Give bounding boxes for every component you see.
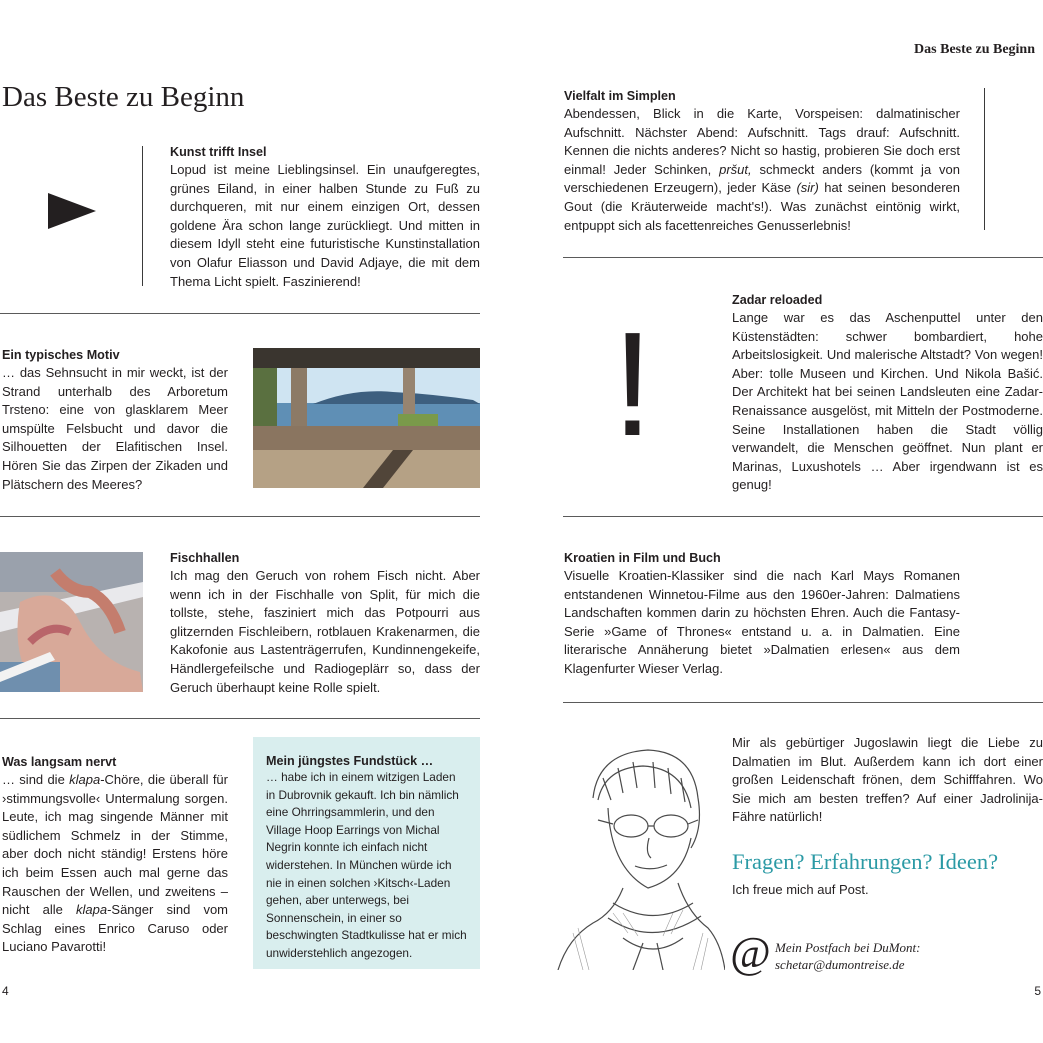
section-heading: Mein jüngstes Fundstück … xyxy=(266,754,434,768)
section-heading: Ein typisches Motiv xyxy=(2,348,120,362)
divider xyxy=(0,313,480,314)
section-kroatien xyxy=(564,549,960,679)
exclamation-mark: ! xyxy=(612,302,654,467)
divider xyxy=(563,257,1043,258)
divider xyxy=(563,702,1043,703)
divider xyxy=(563,516,1043,517)
section-nervt xyxy=(2,753,228,957)
fundstueck-box xyxy=(253,737,480,969)
section-heading: Zadar reloaded xyxy=(732,293,823,307)
divider xyxy=(0,718,480,719)
cta-subline: Ich freue mich auf Post. xyxy=(732,882,869,897)
mail-block xyxy=(775,939,921,973)
section-body: Visuelle Kroatien-Klassiker sind die nach Karl Mays Romanen entstandenen Winnetou-Filme aus den 1960er-Jahren: Dalmatiens Landschaften kommen darin zu höchsten Ehren. Auch die Fantasy-Serie »Game of Thrones« entstand u. a. in Dalmatien. Eine literarische Annäherung bietet »Dalmatien erlesen« aus dem Klagenfurter Wieser Verlag. xyxy=(564,568,960,676)
cta-heading: Fragen? Erfahrungen? Ideen? xyxy=(732,849,999,874)
section-vielfalt xyxy=(564,87,960,235)
section-body: … habe ich in einem witzigen Laden in Dubrovnik gekauft. Ich bin nämlich eine Ohrringsammlerin, und den Village Hoop Earrings von Michal Negrin konnte ich einfach nicht widerstehen. In München würde ich nie in einen solchen ›Kitsch‹-Laden gehen, aber unterwegs, bei Sonnenschein, in einer so beschwingten Stadtkulisse hat er mich unwiderstehlich angezogen. xyxy=(266,770,467,960)
section-zadar xyxy=(732,291,1043,495)
section-body: … das Sehnsucht in mir weckt, ist der Strand unterhalb des Arboretum Trsteno: eine von glasklarem Meer umspülte Felsbucht und davor die Silhouetten der Elafitischen Insel. Hören Sie das Zirpen der Zikaden und Plätschern des Meeres? xyxy=(2,365,228,492)
section-kunst xyxy=(170,143,480,291)
arrow-icon xyxy=(48,193,96,229)
at-icon: @ xyxy=(730,928,771,977)
section-motiv xyxy=(2,346,228,494)
section-heading: Fischhallen xyxy=(170,551,240,565)
page-number-right: 5 xyxy=(1034,984,1041,998)
section-body: Lopud ist meine Lieblingsinsel. Ein unaufgeregtes, grünes Eiland, in einer halben Stunde zu Fuß zu durchqueren, mit nur einem einzigen Ort, dessen goldene Ära schon lange zurückliegt. Und mitten in diesem Idyll steht eine futuristische Kunstinstallation von Olafur Eliasson und David Adjaye, die mit dem Thema Licht spielt. Faszinierend! xyxy=(170,162,480,289)
mail-address[interactable]: schetar@dumontreise.de xyxy=(775,957,905,972)
page-title: Das Beste zu Beginn xyxy=(2,81,245,113)
section-heading: Vielfalt im Simplen xyxy=(564,89,676,103)
section-body: … sind die klapa-Chöre, die überall für ›stimmungsvolle‹ Untermalung sorgen. Leute, ich mag singende Männer mit südlichem Schmelz in der Stimme, aber doch nicht ständig! Erstens höre ich beim Essen auch mal gerne das Rauschen der Wellen, und zweitens – nicht alle klapa-Sänger sind vom Schlag eines Enrico Caruso oder Luciano Pavarotti! xyxy=(2,772,228,955)
section-fisch xyxy=(170,549,480,697)
page-number-left: 4 xyxy=(2,984,9,998)
section-heading: Kroatien in Film und Buch xyxy=(564,551,721,565)
vertical-divider xyxy=(142,146,143,286)
author-intro xyxy=(732,734,1043,827)
author-portrait xyxy=(553,738,725,970)
section-heading: Was langsam nervt xyxy=(2,755,117,769)
divider xyxy=(0,516,480,517)
vertical-divider xyxy=(984,88,985,230)
section-body: Lange war es das Aschenputtel unter den Küstenstädten: schwer bombardiert, hohe Arbeitslosigkeit. Und malerische Altstadt? Von wegen! Aber: tolle Museen und Kirchen. Und Nikola Bašić. Der Architekt hat bei seinen Landsleuten eine Zadar-Renaissance ausgelöst, mit Mitteln der Postmoderne. Seine Installationen haben die Stadt völlig verwandelt, die Menschen geöffnet. Nun plant er Marinas, Luxushotels … Aber irgendwann ist es genug! xyxy=(732,310,1043,493)
beach-photo xyxy=(253,348,480,488)
mail-label: Mein Postfach bei DuMont: xyxy=(775,940,921,955)
running-header: Das Beste zu Beginn xyxy=(914,42,1035,57)
section-body: Ich mag den Geruch von rohem Fisch nicht. Aber wenn ich in der Fischhalle von Split, für mich die tollste, stehe, fasziniert mich das Potpourri aus glitzernden Fischleibern, rotblauen Krakenarmen, die Kakofonie aus Lastenträgerrufen, Kundinnengekeife, Händlergefeilsche und Radiogeplärr so, dass der Geruch überhaupt keine Rolle spielt. xyxy=(170,568,480,695)
author-intro-text: Mir als gebürtiger Jugoslawin liegt die Liebe zu Dalmatien im Blut. Außerdem kann ich dort einer großen Leidenschaft frönen, dem Schifffahren. Wo Sie mich am besten treffen? Auf einer Jadrolinija-Fähre natürlich! xyxy=(732,735,1043,825)
section-body: Abendessen, Blick in die Karte, Vorspeisen: dalmatinischer Aufschnitt. Nächster Abend: Aufschnitt. Tags drauf: Aufschnitt. Kennen die nichts anderes? Nicht so hastig, probieren Sie doch erst einmal! Jeder Schinken, pršut, schmeckt anders (kommt ja von verschiedenen Erzeugern), jeder Käse (sir) hat seinen besonderen Gout (die Kräuterweide macht's!). Was zunächst eintönig wirkt, entpuppt sich als facettenreiches Genusserlebnis! xyxy=(564,106,960,233)
section-heading: Kunst trifft Insel xyxy=(170,145,267,159)
fish-photo xyxy=(0,552,143,692)
